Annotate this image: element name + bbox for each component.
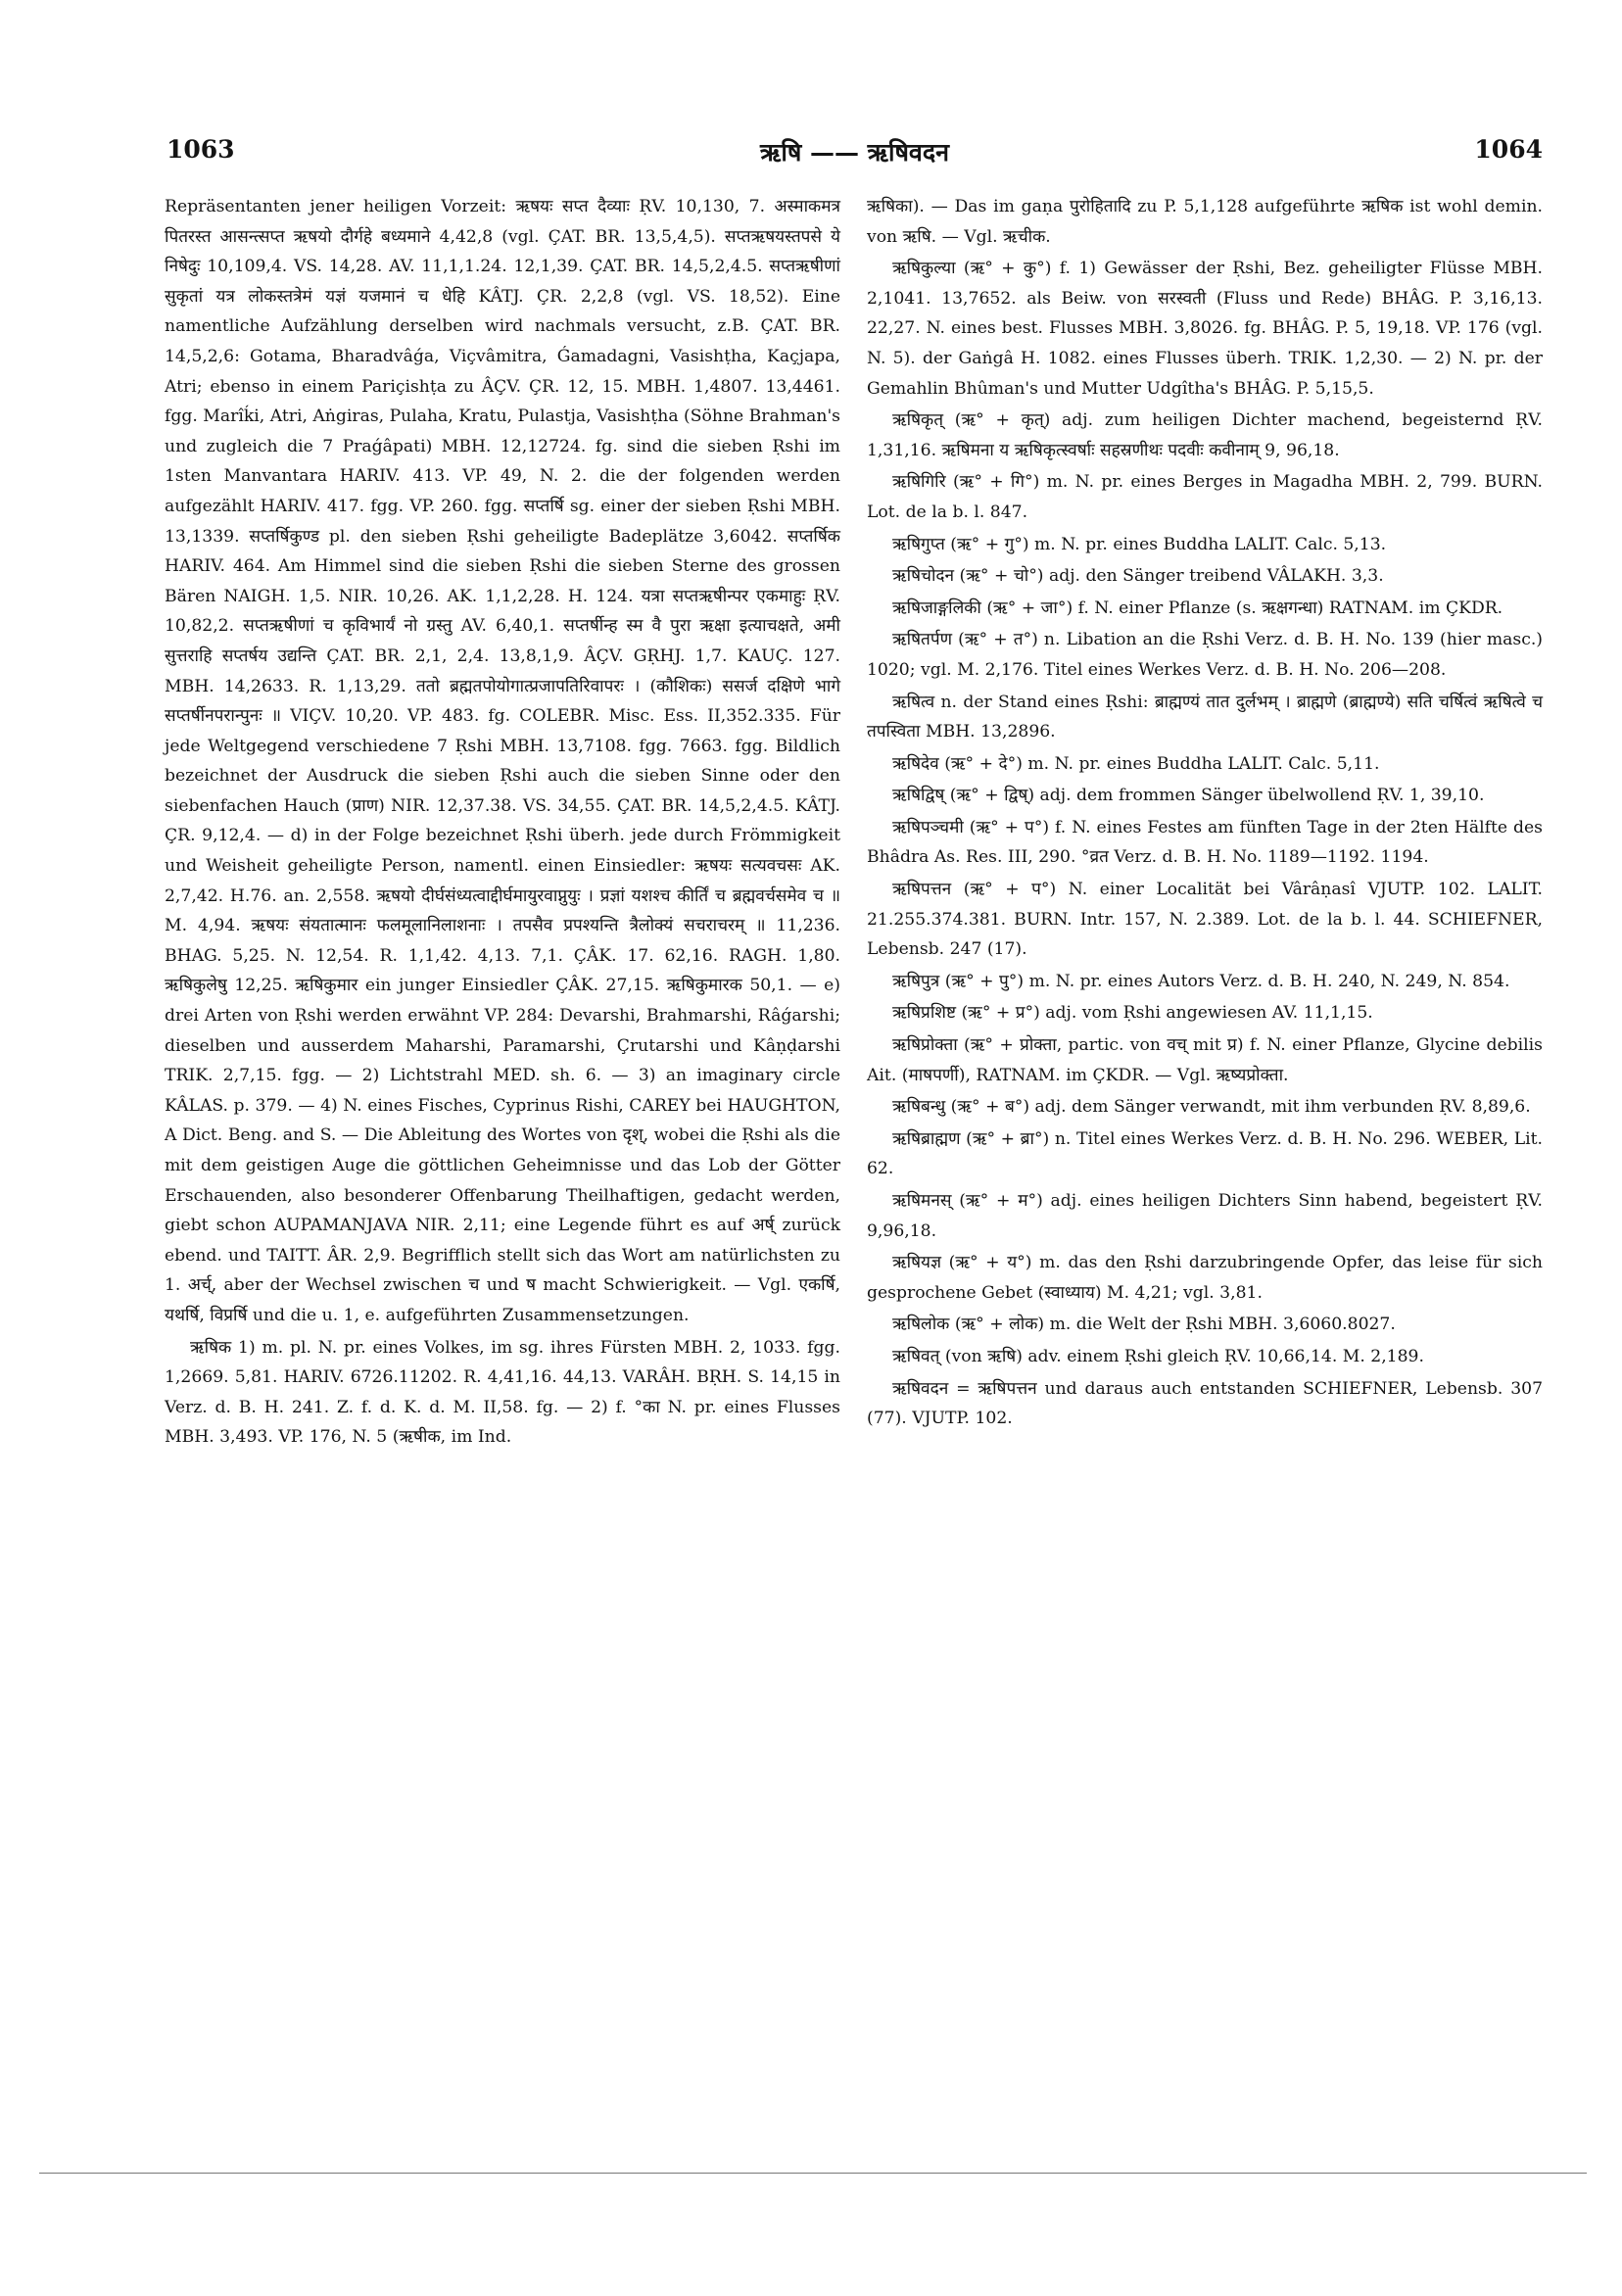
entry-rishikrit: ऋषिकृत् (ऋ° + कृत्) adj. zum heiligen Dichter machend, begeisternd ṚV. 1,31,16. ऋषिमना य ऋषिकृत्स्वर्षाः सहस्रणीथः पदवीः कवीनाम् 9, 96,18. [867, 410, 1543, 460]
entry-rishi-continuation: Repräsentanten jener heiligen Vorzeit: ऋषयः सप्त दैव्याः ṚV. 10,130, 7. अस्माकमत्र पितरस्त आसन्त्सप्त ऋषयो दौर्गहे बध्यमाने 4,42,8 (vgl. ÇAT. BR. 13,5,4,5). सप्तऋषयस्तपसे ये निषेदुः 10,109,4. VS. 14,28. AV. 11,1,1.24. 12,1,39. ÇAT. BR. 14,5,2,4.5. सप्तऋषीणां सुकृतां यत्र लोकस्तत्रेमं यज्ञं यजमानं च धेहि KÂTJ. ÇR. 2,2,8 (vgl. VS. 18,52). Eine namentliche Aufzählung derselben wird nachmals versucht, z.B. ÇAT. BR. 14,5,2,6: Gotama, Bharadvâǵa, Viçvâmitra, Ǵamadagni, Vasishṭha, Kaçjapa, Atri; ebenso in einem Pariçishṭa zu ÂÇV. ÇR. 12, 15. MBH. 1,4807. 13,4461. fgg. Marîḱi, Atri, Aṅgiras, Pulaha, Kratu, Pulastja, Vasishṭha (Söhne Brahman's und zugleich die 7 Praǵâpati) MBH. 12,12724. fg. sind die sieben Ṛshi im 1sten Manvantara HARIV. 413. VP. 49, N. 2. die der folgenden werden aufgezählt HARIV. 417. fgg. VP. 260. fgg. सप्तर्षि sg. einer der sieben Ṛshi MBH. 13,1339. सप्तर्षिकुण्ड pl. den sieben Ṛshi geheiligte Badeplätze 3,6042. सप्तर्षिक HARIV. 464. Am Himmel sind die sieben Ṛshi die sieben Sterne des grossen Bären NAIGH. 1,5. NIR. 10,26. AK. 1,1,2,28. H. 124. यत्रा सप्तऋषीन्पर एकमाहुः ṚV. 10,82,2. सप्तऋषीणां च कृविभार्यं नो ग्रस्तु AV. 6,40,1. सप्तर्षीन्ह स्म वै पुरा ऋक्षा इत्याचक्षते, अमी सुत्तराहि सप्तर्षय उद्यन्ति ÇAT. BR. 2,1, 2,4. 13,8,1,9. ÂÇV. GṚHJ. 1,7. KAUÇ. 127. MBH. 14,2633. R. 1,13,29. ततो ब्रह्मतपोयोगात्प्रजापतिरिवापरः । (कौशिकः) ससर्ज दक्षिणे भागे सप्तर्षीनपरान्पुनः ॥ VIÇV. 10,20. VP. 483. fg. COLEBR. Misc. Ess. II,352.335. Für jede Weltgegend verschiedene 7 Ṛshi MBH. 13,7108. fgg. 7663. fgg. Bildlich bezeichnet der Ausdruck die sieben Ṛshi auch die sieben Sinne oder den siebenfachen Hauch (प्राण) NIR. 12,37.38. VS. 34,55. ÇAT. BR. 14,5,2,4.5. KÂTJ. ÇR. 9,12,4. — d) in der Folge bezeichnet Ṛshi überh. jede durch Frömmigkeit und Weisheit geheiligte Person, namentl. einen Einsiedler: ऋषयः सत्यवचसः AK. 2,7,42. H.76. an. 2,558. ऋषयो दीर्घसंध्यत्वाद्दीर्घमायुरवाप्नुयुः । प्रज्ञां यशश्च कीर्तिं च ब्रह्मवर्चसमेव च ॥ M. 4,94. ऋषयः संयतात्मानः फलमूलानिलाशनाः । तपसैव प्रपश्यन्ति त्रैलोक्यं सचराचरम् ॥ 11,236. BHAG. 5,25. N. 12,54. R. 1,1,42. 4,13. 7,1. ÇÂK. 17. 62,16. RAGH. 1,80. ऋषिकुलेषु 12,25. ऋषिकुमार ein junger Einsiedler ÇÂK. 27,15. ऋषिकुमारक 50,1. — e) drei Arten von Ṛshi werden erwähnt VP. 284: Devarshi, Brahmarshi, Râǵarshi; dieselben und ausserdem Maharshi, Paramarshi, Çrutarshi und Kâṇḍarshi TRIK. 2,7,15. fgg. — 2) Lichtstrahl MED. sh. 6. — 3) an imaginary circle KÂLAS. p. 379. — 4) N. eines Fisches, Cyprinus Rishi, CAREY bei HAUGHTON, A Dict. Beng. and S. — Die Ableitung des Wortes von दृश्, wobei die Ṛshi als die mit dem geistigen Auge die göttlichen Geheimnisse und das Lob der Götter Erschauenden, also besonderer Offenbarung Theilhaftigen, gedacht werden, giebt schon AUPAMANJAVA NIR. 2,11; eine Legende führt es auf अर्ष् zurück ebend. und TAITT. ÂR. 2,9. Begrifflich stellt sich das Wort am natürlichsten zu 1. अर्च्, aber der Wechsel zwischen च und ष macht Schwierigkeit. — Vgl. एकर्षि, यथर्षि, विप्रर्षि und die u. 1, e. aufgeführten Zusammensetzungen. [165, 197, 840, 1325]
entry-rishiputra: ऋषिपुत्र (ऋ° + पु°) m. N. pr. eines Autors Verz. d. B. H. 240, N. 249, N. 854. [892, 971, 1510, 991]
left-column [165, 192, 840, 1453]
page-number-left: 1063 [167, 135, 235, 164]
page-number-right: 1064 [1474, 135, 1543, 164]
right-column [867, 192, 1543, 1434]
entry-rishijangaliki: ऋषिजाङ्गलिकी (ऋ° + जा°) f. N. einer Pflanze (s. ऋक्षगन्धा) RATNAM. im ÇKDR. [892, 598, 1503, 618]
entry-rishibrahmana: ऋषिब्राह्मण (ऋ° + ब्रा°) n. Titel eines Werkes Verz. d. B. H. No. 296. WEBER, Lit. 62. [867, 1128, 1543, 1179]
entry-rishipattana: ऋषिपत्तन (ऋ° + प°) N. einer Localität bei Vârâṇasî VJUTP. 102. LALIT. 21.255.374.381. BURN. Intr. 157, N. 2.389. Lot. de la b. l. 44. SCHIEFNER, Lebensb. 247 (17). [867, 880, 1543, 960]
entry-rishigiri: ऋषिगिरि (ऋ° + गि°) m. N. pr. eines Berges in Magadha MBH. 2, 799. BURN. Lot. de la b. l. 847. [867, 472, 1543, 522]
entry-rishitva: ऋषित्व n. der Stand eines Ṛshi: ब्राह्मण्यं तात दुर्लभम् । ब्राह्मणे (ब्राह्मण्ये) सति चर्षित्वं ऋषित्वे च तपस्विता MBH. 13,2896. [867, 692, 1543, 742]
page-header [167, 135, 1543, 174]
entry-rishika: ऋषिक 1) m. pl. N. pr. eines Volkes, im sg. ihres Fürsten MBH. 2, 1033. fgg. 1,2669. 5,81. HARIV. 6726.11202. R. 4,41,16. 44,13. VARÂH. BṚH. S. 14,15 in Verz. d. B. H. 241. Z. f. d. K. d. M. II,58. fg. — 2) f. °का N. pr. eines Flusses MBH. 3,493. VP. 176, N. 5 (ऋषीक, im Ind. [165, 1337, 840, 1448]
running-head: ऋषि —— ऋषिवदन [760, 138, 949, 167]
entry-rishidvish: ऋषिद्विष् (ऋ° + द्विष्) adj. dem frommen Sänger übelwollend ṚV. 1, 39,10. [892, 786, 1485, 806]
entry-rishideva: ऋषिदेव (ऋ° + दे°) m. N. pr. eines Buddha LALIT. Calc. 5,11. [892, 753, 1380, 774]
entry-rishipancami: ऋषिपञ्चमी (ऋ° + प°) f. N. eines Festes am fünften Tage in der 2ten Hälfte des Bhâdra As. Res. III, 290. °व्रत Verz. d. B. H. No. 1189—1192. 1194. [867, 817, 1543, 868]
entry-rishitarpana: ऋषितर्पण (ऋ° + त°) n. Libation an die Ṛshi Verz. d. B. H. No. 139 (hier masc.) 1020; vgl. M. 2,176. Titel eines Werkes Verz. d. B. H. No. 206—208. [867, 630, 1543, 680]
entry-rishivat: ऋषिवत् (von ऋषि) adv. einem Ṛshi gleich ṚV. 10,66,14. M. 2,189. [892, 1346, 1424, 1366]
entry-rishikulya: ऋषिकुल्या (ऋ° + कु°) f. 1) Gewässer der Ṛshi, Bez. geheiligter Flüsse MBH. 2,1041. 13,7652. als Beiw. von सरस्वती (Fluss und Rede) BHÂG. P. 3,16,13. 22,27. N. eines best. Flusses MBH. 3,8026. fg. BHÂG. P. 5, 19,18. VP. 176 (vgl. N. 5). der Gaṅgâ H. 1082. eines Flusses überh. TRIK. 1,2,30. — 2) N. pr. der Gemahlin Bhûman's und Mutter Udgîtha's BHÂG. P. 5,15,5. [867, 259, 1543, 399]
entry-rishiyajna: ऋषियज्ञ (ऋ° + य°) m. das den Ṛshi darzubringende Opfer, das leise für sich gesprochene Gebet (स्वाध्याय) M. 4,21; vgl. 3,81. [867, 1253, 1543, 1303]
entry-rishika-continuation: ऋषिका). — Das im gaṇa पुरोहितादि zu P. 5,1,128 aufgeführte ऋषिक ist wohl demin. von ऋषि. — Vgl. ऋचीक. [867, 197, 1543, 247]
entry-rishiprashishta: ऋषिप्रशिष्ट (ऋ° + प्र°) adj. vom Ṛshi angewiesen AV. 11,1,15. [892, 1003, 1373, 1024]
entry-rishimanas: ऋषिमनस् (ऋ° + म°) adj. eines heiligen Dichters Sinn habend, begeistert ṚV. 9,96,18. [867, 1191, 1543, 1241]
entry-rishiloka: ऋषिलोक (ऋ° + लोक) m. die Welt der Ṛshi MBH. 3,6060.8027. [892, 1315, 1396, 1335]
entry-rishigupta: ऋषिगुप्त (ऋ° + गु°) m. N. pr. eines Buddha LALIT. Calc. 5,13. [892, 534, 1387, 554]
bottom-rule [39, 2173, 1587, 2174]
entry-rishibandhu: ऋषिबन्धु (ऋ° + ब°) adj. dem Sänger verwandt, mit ihm verbunden ṚV. 8,89,6. [892, 1097, 1531, 1118]
entry-rishivadana: ऋषिवदन = ऋषिपत्तन und daraus auch entstanden SCHIEFNER, Lebensb. 307 (77). VJUTP. 102. [867, 1378, 1543, 1429]
entry-rishicodana: ऋषिचोदन (ऋ° + चो°) adj. den Sänger treibend VÂLAKH. 3,3. [892, 566, 1384, 587]
entry-rishiprokta: ऋषिप्रोक्ता (ऋ° + प्रोक्ता, partic. von वच् mit प्र) f. N. einer Pflanze, Glycine debilis Ait. (माषपर्णी), RATNAM. im ÇKDR. — Vgl. ऋष्यप्रोक्ता. [867, 1035, 1543, 1085]
